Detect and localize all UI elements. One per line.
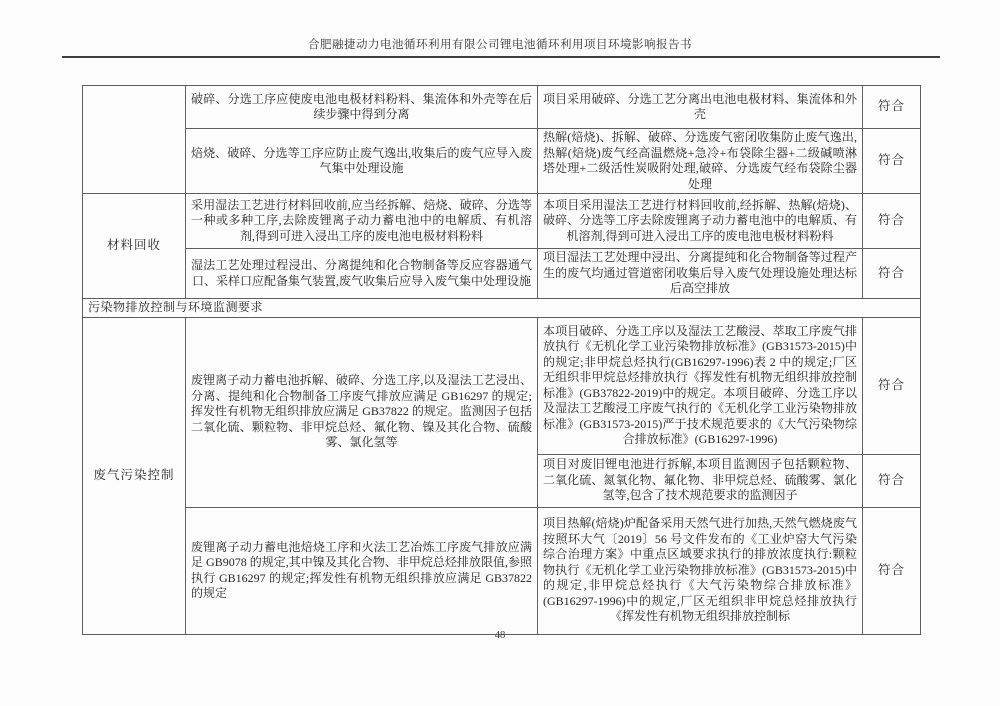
requirement-cell: 废锂离子动力蓄电池拆解、破碎、分选工序,以及湿法工艺浸出、分离、提纯和化合物制备工序废气排放应满足 GB16297 的规定;挥发性有机物无组织排放应满足 GB37822 的规定。监测因子包括二氧化硫、颗粒物、非甲烷总烃、氟化物、镍及其化合物、硫酸雾、氯化氢等: [186, 317, 538, 507]
page-title: 合肥融捷动力电池循环利用有限公司锂电池循环利用项目环境影响报告书: [308, 39, 692, 51]
category-label-cell-empty: [83, 86, 186, 194]
verdict-cell: 符合: [863, 249, 921, 299]
table-row: [83, 129, 921, 194]
project-measure-cell: 本项目采用湿法工艺进行材料回收前,经拆解、热解(焙烧)、破碎、分选等工序去除废锂离子动力蓄电池中的电解质、有机溶剂,得到可进入浸出工序的废电池电极材料粉料: [538, 194, 863, 249]
project-measure-cell: 项目湿法工艺处理中浸出、分离提纯和化合物制备等过程产生的废气均通过管道密闭收集后导入废气处理设施处理达标后高空排放: [538, 249, 863, 299]
verdict-cell: 符合: [863, 507, 921, 634]
table-row: [83, 86, 921, 129]
category-label-cell: 废气污染控制: [83, 317, 186, 634]
requirement-cell: 破碎、分选工序应使废电池电极材料粉料、集流体和外壳等在后续步骤中得到分离: [186, 86, 538, 129]
verdict-cell: 符合: [863, 317, 921, 454]
project-measure-cell: 项目对废旧锂电池进行拆解,本项目监测因子包括颗粒物、二氧化硫、氮氧化物、氟化物、非甲烷总烃、硫酸雾、氯化氢等,包含了技术规范要求的监测因子: [538, 454, 863, 507]
compliance-table: [82, 85, 921, 635]
project-measure-cell: 热解(焙烧)、拆解、破碎、分选废气密闭收集防止废气逸出,热解(焙烧)废气经高温燃烧+急冷+布袋除尘器+二级碱喷淋塔处理+二级活性炭吸附处理,破碎、分选废气经布袋除尘器处理: [538, 129, 863, 194]
category-label-cell: 材料回收: [83, 194, 186, 299]
header-rule: [62, 56, 940, 58]
requirement-cell: 废锂离子动力蓄电池焙烧工序和火法工艺冶炼工序废气排放应满足 GB9078 的规定,其中镍及其化合物、非甲烷总烃排放限值,参照执行 GB16297 的规定;挥发性有机物无组织排放应满足 GB37822 的规定: [186, 507, 538, 634]
project-measure-cell: 本项目破碎、分选工序以及湿法工艺酸浸、萃取工序废气排放执行《无机化学工业污染物排放标准》(GB31573-2015)中的规定;非甲烷总烃执行(GB16297-1996)表 2 中的规定;厂区无组织非甲烷总烃排放执行《挥发性有机物无组织排放控制标准》(GB37822-2019)中的规定。本项目破碎、分选工序以及湿法工艺酸浸工序废气执行的《无机化学工业污染物排放标准》(GB31573-2015)严于技术规范要求的《大气污染物综合排放标准》(GB16297-1996): [538, 317, 863, 454]
page-number: 48: [494, 630, 506, 641]
project-measure-cell: 项目热解(焙烧)炉配备采用天然气进行加热,天然气燃烧废气按照环大气〔2019〕56 号文件发布的《工业炉窑大气污染综合治理方案》中重点区域要求执行的排放浓度执行:颗粒物执行《无机化学工业污染物排放标准》(GB31573-2015)中的规定,非甲烷总烃执行《大气污染物综合排放标准》(GB16297-1996)中的规定,厂区无组织非甲烷总烃排放执行《挥发性有机物无组织排放控制标: [538, 507, 863, 634]
project-measure-cell: 项目采用破碎、分选工艺分离出电池电极材料、集流体和外壳: [538, 86, 863, 129]
table-row: [83, 194, 921, 249]
verdict-cell: 符合: [863, 454, 921, 507]
section-title: 污染物排放控制与环境监测要求: [83, 299, 921, 318]
requirement-cell: 湿法工艺处理过程浸出、分离提纯和化合物制备等反应容器通气口、采样口应配备集气装置,废气收集后应导入废气集中处理设施: [186, 249, 538, 299]
requirement-cell: 采用湿法工艺进行材料回收前,应当经拆解、焙烧、破碎、分选等一种或多种工序,去除废锂离子动力蓄电池中的电解质、有机溶剂,得到可进入浸出工序的废电池电极材料粉料: [186, 194, 538, 249]
requirement-cell: 焙烧、破碎、分选等工序应防止废气逸出,收集后的废气应导入废气集中处理设施: [186, 129, 538, 194]
verdict-cell: 符合: [863, 129, 921, 194]
verdict-cell: 符合: [863, 86, 921, 129]
table-row: [83, 249, 921, 299]
table-row: [83, 507, 921, 634]
table-row: [83, 317, 921, 454]
section-title-row: [83, 299, 921, 318]
verdict-cell: 符合: [863, 194, 921, 249]
